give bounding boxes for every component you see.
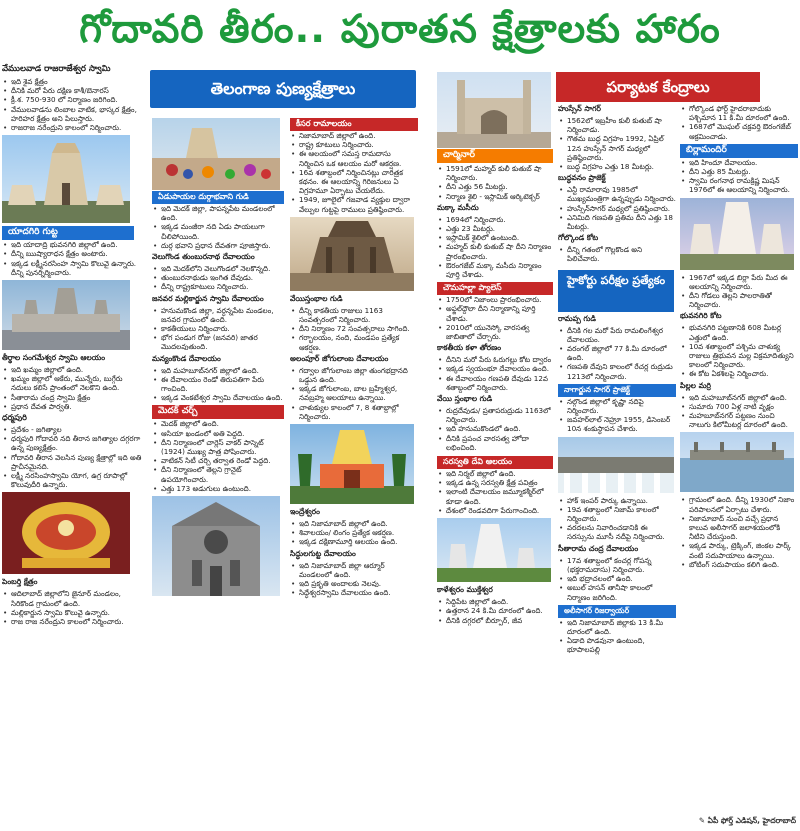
list-item: • గద్వాల జోగులాంబ జిల్లా తుంగభద్రానది ఒడ్డున ఉంది.: [299, 366, 418, 384]
list-manyamkonda: [152, 366, 284, 403]
list-item: • ఇది నిజామాబాద్ జిల్లా ఆర్మూర్ మండలంలో ఉంది.: [299, 561, 418, 579]
highcourt-special-band: [558, 270, 674, 312]
list-edupayala: [152, 204, 284, 250]
title-ramappa: రామప్ప గుడి: [558, 313, 596, 323]
title-siddulagutta: సిద్ధులగుట్ట దేవాలయం: [290, 548, 356, 558]
list-item: • ఇది మహబూబ్‌నగర్ జిల్లాలో ఉంది.: [161, 366, 284, 375]
list-mecca-masjid: [437, 215, 553, 279]
list-item: • ఇది హిందూ దేవాలయం.: [689, 158, 798, 167]
list-item: • హాక్ ఇంపర్ పార్కు ఉన్నాయి.: [567, 496, 676, 505]
list-item: • ఇది ప్రకృతి అందాలకు నెలవు.: [299, 579, 418, 588]
list-item: • ఈ కోట ఏకశిలపై నిర్మించారు.: [689, 369, 798, 378]
right-column-2: [558, 104, 676, 830]
list-item: • మల్లికార్జున స్వామి కొలువై ఉన్నారు.: [11, 608, 142, 617]
list-item: • 19వ శతాబ్దంలో నిజామ్ కాలంలో నిర్మించారు.: [567, 505, 676, 523]
list-chowmahalla: [437, 295, 553, 341]
list-birla-more: [680, 273, 798, 310]
temple-photo-thousand-pillar: [290, 217, 414, 291]
list-item: • రాజ రాజ నరేంద్రుని కాలంలో నిర్మించారు.: [11, 617, 142, 626]
list-item: • ఇది భద్రాచలంలో ఉంది.: [567, 574, 676, 583]
list-indreshwaram: [290, 519, 418, 547]
list-item: • 1687లో మొఘల్ చక్రవర్తి ఔరంగజేబ్ ఆక్రమించాడు.: [689, 122, 798, 140]
list-item: • దీనిని మరో పేరు ఓరుగల్లు కోట ద్వారం: [446, 355, 553, 364]
temple-photo-yadadri: [2, 280, 130, 350]
list-item: • భువనగిరి పట్టణానికి 608 మీటర్ల ఎత్తులో ఉంది.: [689, 323, 798, 341]
list-item: • దీనికి గల మరో పేరు రామలింగేశ్వర దేవాలయం.: [567, 326, 676, 344]
festival-photo-edupayala: [152, 118, 280, 190]
list-item: • చాళుక్యుల కాలంలో 7, 8 శతాబ్దాల్లో నిర్మించారు.: [299, 403, 418, 421]
list-item: • ధర్మపురి గోదావరి నది తీరాన జగిత్యాల దగ్గరగా ఉన్న పుణ్యక్షేత్రం.: [11, 434, 142, 452]
label-birla-mandir: బిర్లామందిర్: [680, 144, 798, 158]
list-item: • హుస్సేన్‌సాగర్ మధ్యలో ప్రతిష్ఠించారు.: [567, 204, 676, 213]
deity-photo-pembarthi: [2, 492, 130, 574]
list-item: • హనుమకొండ జిల్లా, వర్ధన్నపేట మండలం, జనవర గ్రామంలో ఉంది.: [161, 306, 284, 324]
deity-illustration: [2, 492, 130, 574]
list-ramappa: [558, 326, 676, 381]
title-bhuvanagiri: భువనగిరి కోట: [680, 311, 722, 321]
title-buddhavanam: బుద్ధవనం ప్రాజెక్ట్: [558, 173, 606, 183]
list-medak-church: [152, 419, 284, 493]
church-photo-medak: [152, 496, 280, 596]
title-dharmapuri: ధర్మపురి: [2, 413, 27, 423]
title-kaleshwaram: కాళేశ్వరం ముక్తేశ్వర: [437, 585, 493, 595]
list-item: • క్రీ.శ. 750-930 లో నిర్మాణం జరిగింది.: [11, 95, 142, 104]
temple-photo-colorful: [290, 424, 414, 504]
title-alampur: అలంపూర్ జోగులాంబ దేవాలయం: [290, 353, 389, 363]
label-edupayala: ఏడుపాయల దుర్గాభవాని గుడి: [152, 191, 284, 204]
title-hussain-sagar: హుస్సేన్ సాగర్: [558, 104, 601, 113]
list-item: • కాకతీయులు నిర్మించారు.: [161, 324, 284, 333]
list-alisagar: [558, 618, 676, 655]
dam-illustration: [558, 437, 674, 493]
list-item: • దీని ఎత్తు 85 మీటర్లు.: [689, 167, 798, 176]
list-item: • 17వ శతాబ్దంలో కంచర్ల గోపన్న (భక్తరామదాసు) నిర్మించారు.: [567, 556, 676, 574]
title-sangameswara: తీర్థాల సంగమేశ్వర స్వామి ఆలయం: [2, 353, 106, 363]
list-item: • మెదక్ జిల్లాలో ఉంది.: [161, 419, 284, 428]
list-item: • ఇది మెదక్ జిల్లా, పాపన్నపేట మండలంలో ఉంది.: [161, 204, 284, 222]
list-item: • ఇది నిర్మల్ జిల్లాలో ఉంది.: [446, 469, 553, 478]
list-item: • బుద్ధ విగ్రహం ఎత్తు 18 మీటర్లు.: [567, 162, 676, 171]
list-item: • మహ్మద్ కులీ కుతుబ్ షా దీని నిర్మాణం ప్రారంభించారు.: [446, 242, 553, 260]
list-item: • 1591లో మహ్మద్ కులీ కుతుబ్ షా నిర్మించారు.: [446, 164, 553, 182]
list-item: • నల్గొండ జిల్లాలో కృష్ణా నదిపై నిర్మించారు.: [567, 397, 676, 415]
mid-column-2: [290, 118, 418, 830]
list-item: • స్వామి రంగనాథ రామక్రిష్ణ మిషన్ 1976లో ఈ ఆలయాన్ని నిర్మించారు.: [689, 176, 798, 194]
label-saraswati: సరస్వతి దేవి ఆలయం: [437, 456, 553, 469]
list-item: • నిజామాబాద్ నుంచి వచ్చే ప్రధాన కాలువ అలీసాగర్ జలాశయంలోకి నీటిని చేరుస్తుంది.: [689, 514, 798, 542]
title-veyi-sthambhala: వేయి స్తంభాల గుడి: [437, 394, 493, 404]
list-velugonda: [152, 264, 284, 292]
list-item: • అబుల్ హసన్ తానీషా కాలంలో నిర్మాణం జరిగింది.: [567, 583, 676, 601]
list-item: • బోటింగ్ సదుపాయం కలిగి ఉంది.: [689, 560, 798, 569]
list-golconda: [558, 245, 676, 263]
list-item: • గౌతమ బుద్ధ విగ్రహం 1992, ఏప్రిల్ 12న హుస్సేన్ సాగర్ మధ్యలో ప్రతిష్ఠించారు.: [567, 134, 676, 162]
highcourt-special-title: హైకోర్టు పరీక్షల ప్రత్యేకం: [566, 273, 666, 287]
label-alisagar: అలీసాగర్ రిజర్వాయర్: [558, 605, 676, 618]
list-item: • దీని గోడలు తెల్లని పాలరాతితో నిర్మించారు.: [689, 291, 798, 309]
list-item: • దీన్ని కాకతీయ రాజులు 1163 సంవత్సరంలో నిర్మించారు.: [299, 306, 418, 324]
list-item: • ఇది యాదాద్రి భువనగిరి జిల్లాలో ఉంది.: [11, 240, 142, 249]
list-item: • ఔరంగజేబ్ మక్కా మసీదు నిర్మాణం పూర్తి చేశాడు.: [446, 261, 553, 279]
list-item: • ఇక్కడ దక్షిణామూర్తి ఆలయం ఉంది.: [299, 537, 418, 546]
list-item: • 1562లో ఇబ్రహీం కులీ కుతుబ్ షా నిర్మించాడు.: [567, 116, 676, 134]
list-alisagar-more: [680, 495, 798, 569]
label-charminar: చార్మినార్: [437, 149, 553, 163]
list-item: • దీని ఎత్తు 56 మీటర్లు.: [446, 182, 553, 191]
list-item: • ఇక్కడ జోగులాంబ, బాల బ్రహ్మేశ్వర, నవబ్రహ్మ ఆలయాలు ఉన్నాయి.: [299, 384, 418, 402]
list-item: • 1750లో నిజాంలు ప్రారంభించారు.: [446, 295, 553, 304]
list-item: • ఎత్తు 23 మీటర్లు.: [446, 224, 553, 233]
list-item: • ఇది నిజామాబాద్ జిల్లాకు 13 కి.మీ దూరంలో ఉంది.: [567, 618, 676, 636]
title-indreshwaram: ఇంద్రేశ్వరం: [290, 507, 320, 517]
list-item: • సిద్దిపేట జిల్లాలో ఉంది.: [446, 597, 553, 606]
list-item: • ఇది ఖమ్మం జిల్లాలో ఉంది.: [11, 365, 142, 374]
title-pillalamarri: పిల్లల మర్రి: [680, 380, 711, 390]
title-vemulawada: వేములవాడ రాజరాజేశ్వర స్వామి: [2, 64, 111, 74]
page-headline: గోదావరి తీరం.. పురాతన క్షేత్రాలకు హారం: [79, 7, 721, 52]
list-item: • ఇస్లామిక్ శైలిలో ఉంటుంది.: [446, 233, 553, 242]
list-item: • దుర్గ భవాని ప్రధాన దేవతగా పూజిస్తారు.: [161, 241, 284, 250]
list-item: • ఎత్తు 173 అడుగులు ఉంటుంది.: [161, 484, 284, 493]
list-item: • ఇది హనుమకొండలో ఉంది.: [446, 424, 553, 433]
list-item: • ఇక్కడ స్వయంభూ దేవాలయం ఉంది.: [446, 364, 553, 373]
colorful-temple-illustration: [290, 424, 414, 504]
list-alampur: [290, 366, 418, 421]
title-kakatiya-thoranam: కాకతీయ కళా తోరణం: [437, 343, 502, 353]
list-nagarjuna-sagar: [558, 397, 676, 434]
list-janavara: [152, 306, 284, 352]
list-item: • ఇది శైవ క్షేత్రం: [11, 77, 142, 86]
list-item: • వరదలను నివారించడానికి ఈ సరస్సును మూసీ నదీపై నిర్మించారు.: [567, 523, 676, 541]
reservoir-photo-alisagar: [680, 432, 794, 492]
list-item: • రాజరాజ నరేంద్రుని కాలంలో నిర్మించారు.: [11, 123, 142, 132]
label-medak-church: మెదక్ చర్చ్: [152, 405, 284, 419]
list-item: • వాటికన్ సిటీ చర్చి తర్వాత రెండో పెద్దది.: [161, 456, 284, 465]
list-item: • జవహర్‌లాల్ నెహ్రూ 1955, డిసెంబర్ 10న శంకుస్థాపన చేశారు.: [567, 415, 676, 433]
mid-column-1: [152, 118, 284, 830]
list-pillalamarri: [680, 393, 798, 430]
list-item: • 16వ శతాబ్దంలో నిర్మించినట్లు చారిత్రక కథనం. ఈ ఆలయాన్ని గిరిజనులు ఏ విగ్రహమూ ఏర్పాటు చేయలేదు.: [299, 168, 418, 196]
list-item: • నిర్మాణ శైలి - ఇస్లామిక్ ఆర్కిటెక్చర్: [446, 192, 553, 201]
list-item: • ఈ దేవాలయం గణపతి దేవుడు 12వ శతాబ్దంలో నిర్మించారు.: [446, 374, 553, 392]
right-column-3: [680, 104, 798, 830]
list-item: • దీనికి దగ్గరలో బీర్పూర్, జీవ: [446, 616, 553, 625]
list-item: • ఇక్కడ వెంకటేశ్వర స్వామి దేవాలయం ఉంది.: [161, 393, 284, 402]
list-item: • 10వ శతాబ్దంలో పశ్చిమ చాళుక్య రాజులు త్రిభువన మల్ల విక్రమాదిత్యుని కాలంలో నిర్మించారు.: [689, 342, 798, 370]
title-mecca-masjid: మక్కా మసీదు: [437, 202, 479, 212]
list-kakatiya-thoranam: [437, 355, 553, 392]
list-sangameswara: [2, 365, 142, 411]
list-thousand-pillar: [290, 306, 418, 352]
list-veyi-sthambhala: [437, 406, 553, 452]
list-item: • ఈ ఆలయంలో సమస్త రామదాసు నిర్మించిన ఒక ఆలయం మరో ఆకర్షణ.: [299, 149, 418, 167]
list-item: • రుద్రదేవుడు/ ప్రతాపరుద్రుడు 1163లో నిర్మించారు.: [446, 406, 553, 424]
label-chowmahalla: చౌమహల్లా ప్యాలెస్: [437, 282, 553, 295]
label-nagarjuna-sagar: నాగార్జున సాగర్ ప్రాజెక్ట్: [558, 384, 676, 397]
list-item: • ఇక్కడ లక్ష్మీనరసింహ స్వామి కొలువై ఉన్నారు. దీన్ని పునర్నిర్మించారు.: [11, 259, 142, 277]
list-item: • 1949, జూలైలో గజవాడ వ్యక్తుల ద్వారా వేల్పుల గుట్టపై రాములు ప్రతిష్ఠించారు.: [299, 195, 418, 213]
list-item: • ఎనిమిది గణపతి ప్రతిమ దీని ఎత్తు 18 మీటర్లు.: [567, 213, 676, 231]
list-item: • శివాలయం/ లింగం ప్రత్యేక ఆకర్షణ.: [299, 528, 418, 537]
list-item: • నిజామాబాద్ జిల్లాలో ఉంది.: [299, 131, 418, 140]
list-item: • ఖమ్మం జిల్లాలో ఆకేరు, మున్నేరు, బుగ్గేరు నదులు కలిసే ప్రాంతంలో నెలకొని ఉంది.: [11, 374, 142, 392]
right-column-1: [437, 72, 553, 830]
list-vemulawada: [2, 77, 142, 132]
monument-photo-charminar: [437, 72, 551, 148]
list-item: • గణపతి దేవుని కాలంలో రేచర్ల రుద్రుడు 1213లో నిర్మించారు.: [567, 362, 676, 380]
title-velugonda: వెలుగొండ తుంబురనాథ దేవాలయం: [152, 252, 255, 262]
list-item: • గర్భాలయం, నంది, మండపం ప్రత్యేక ఆకర్షణ.: [299, 333, 418, 351]
crowd-illustration: [152, 118, 280, 190]
list-item: • ఏడాది పొడవునా ఉంటుంది, భూపాలపల్లి: [567, 636, 676, 654]
list-dharmapuri: [2, 425, 142, 489]
list-item: • దీని నిర్మాణంలో చార్లెస్ వాకర్ పాస్నెట్ (1924) ముఖ్య పాత్ర పోషించారు.: [161, 438, 284, 456]
list-item: • భోగ పండుగ రోజు (జనవరి) జాతర మొదలవుతుంది.: [161, 333, 284, 351]
list-item: • ఇలాంటి దేవాలయం జమ్మూకశ్మీర్‌లో కూడా ఉంది.: [446, 487, 553, 505]
list-seetharama: [558, 556, 676, 602]
byline: ✎ ఏపీ ఫోర్త్ ఎడిషన్, హైదరాబాద్: [698, 816, 796, 825]
title-seetharama: సీతారామ చంద్ర దేవాలయం: [558, 543, 639, 553]
stone-temple-illustration: [290, 217, 414, 291]
list-item: • ఇక్కడ మంజీరా నది ఏడు పాయలుగా చీలిపోయింది.: [161, 222, 284, 240]
list-item: • లక్ష్మీ నరసింహస్వామి యోగ, ఉగ్ర రూపాల్లో కొలువుదీరి ఉన్నారు.: [11, 471, 142, 489]
list-item: • గ్రామంలో ఉంది. దీన్ని 1930లో నిజాం పరిపాలనలో ఏర్పాటు చేశారు.: [689, 495, 798, 513]
list-item: • సుమారు 700 ఏళ్ల నాటి వృక్షం: [689, 402, 798, 411]
list-hyderabad-lake: [558, 496, 676, 542]
list-siddulagutta: [290, 561, 418, 598]
list-kaleshwaram: [437, 597, 553, 625]
birla-temple-illustration: [680, 198, 794, 270]
list-item: • ఇది మహబూబ్‌నగర్ జిల్లాలో ఉంది.: [689, 393, 798, 402]
list-item: • అఫ్జల్‌ద్దౌలా దీని నిర్మాణాన్ని పూర్తి చేశాడు.: [446, 304, 553, 322]
list-item: • ఉత్తరాన 24 కి.మీ దూరంలో ఉంది.: [446, 606, 553, 615]
list-item: • ప్రదేశం - జగిత్యాల: [11, 425, 142, 434]
white-temple-illustration: [437, 518, 551, 582]
dam-photo-nagarjuna: [558, 437, 674, 493]
title-pembarthi: పెంబర్తి క్షేత్రం: [2, 577, 38, 587]
list-charminar: [437, 164, 553, 201]
label-yadagirigutta: యాదగిరి గుట్ట: [2, 226, 134, 240]
list-item: • వేములవాడను లింబాల వాటిక, భాస్కర క్షేత్రం, హరిహర క్షేత్రం అని పిలుస్తారు.: [11, 105, 142, 123]
list-item: • గోదావరి తీరాన వెలసిన పుణ్య క్షేత్రాల్లో ఇది అతి ప్రాచీనమైనది.: [11, 453, 142, 471]
list-golconda-fort: [680, 104, 798, 141]
list-item: • 1967లో ఇక్కడ బిర్లా పేరు మీద ఈ ఆలయాన్ని నిర్మించారు.: [689, 273, 798, 291]
list-item: • ఎన్టీ రామారావు 1985లో ముఖ్యమంత్రిగా ఉన్నప్పుడు నిర్మించారు.: [567, 185, 676, 203]
temple-photo-vemulawada: [2, 135, 130, 223]
charminar-illustration: [437, 72, 551, 148]
list-hussain-sagar: [558, 116, 676, 171]
list-item: • వరంగల్ జిల్లాలో 77 కి.మీ దూరంలో ఉంది.: [567, 344, 676, 362]
temple-photo-kaleshwaram: [437, 518, 551, 582]
label-keesara: కీసర రామాలయం: [290, 118, 418, 131]
list-keesara: [290, 131, 418, 214]
list-pembarthi: [2, 589, 142, 626]
church-illustration: [152, 496, 280, 596]
list-item: • దీన్ని రాష్ట్రకూటులు నిర్మించారు.: [161, 282, 284, 291]
list-item: • ఆసియా ఖండంలో అతి పెద్దది.: [161, 429, 284, 438]
list-item: • దీన్ని గతంలో గొల్లకొండ అని పిలిచేవారు.: [567, 245, 676, 263]
section-band-telangana: [150, 70, 416, 108]
list-item: • ఇక్కడ పార్కు, ట్రెక్కింగ్, జింకల పార్క్ వంటి సదుపాయాలు ఉన్నాయి.: [689, 541, 798, 559]
title-golconda: గోల్కొండ కోట: [558, 233, 599, 243]
list-item: • గోల్కొండ ఫోర్ట్ హైదరాబాదుకు పశ్చిమాన 11 కి.మీ దూరంలో ఉంది.: [689, 104, 798, 122]
list-yadagirigutta: [2, 240, 142, 277]
temple-complex-illustration: [2, 280, 130, 350]
list-birla-mandir: [680, 158, 798, 195]
list-item: • దీని నిర్మాణంలో తెల్లని గ్రానైట్ ఉపయోగించారు.: [161, 465, 284, 483]
list-item: • దీన్ని ఋష్యారాధన క్షేత్రం అంటారు.: [11, 249, 142, 258]
list-item: • ఇక్కడ ఉన్న సరస్వతి క్షేత్ర పవిత్రం: [446, 478, 553, 487]
list-item: • 1694లో నిర్మించారు.: [446, 215, 553, 224]
list-item: • ఈ దేవాలయం రెండో తిరుపతిగా పేరు గాంచింది.: [161, 375, 284, 393]
temple-gopuram-illustration: [2, 135, 130, 223]
list-item: • దీనికి మరో పేరు దక్షిణ కాశీ/బెనారస్: [11, 86, 142, 95]
list-item: • దీని నిర్మాణం 72 సంవత్సరాలు సాగింది.: [299, 324, 418, 333]
list-item: • ఇది నిజామాబాద్ జిల్లాలో ఉంది.: [299, 519, 418, 528]
list-item: • సిద్ధేశ్వరస్వామి దేవాలయం ఉంది.: [299, 588, 418, 597]
list-item: • తుంబురనాథుడు ఇంగిత దేవుడు.: [161, 273, 284, 282]
list-item: • సీతారామ చంద్ర స్వామి క్షేత్రం: [11, 393, 142, 402]
title-thousand-pillar: వేయిస్తంభాల గుడి: [290, 293, 343, 303]
list-buddhavanam: [558, 185, 676, 231]
title-janavara: జనవర మల్లికార్జున స్వామి దేవాలయం: [152, 293, 264, 303]
reservoir-illustration: [680, 432, 794, 492]
list-item: • దీనికి ప్రపంచ వారసత్వ హోదా లభించింది.: [446, 434, 553, 452]
list-item: • దేశంలో రెండవదిగా పేరుగాంచింది.: [446, 506, 553, 515]
section-band-title: తెలంగాణ పుణ్యక్షేత్రాలు: [210, 79, 356, 98]
list-bhuvanagiri: [680, 323, 798, 378]
list-item: • 2010లో యునెస్కో వారసత్వ జాబితాలో చేర్చారు.: [446, 323, 553, 341]
temple-photo-birla: [680, 198, 794, 270]
list-saraswati: [437, 469, 553, 515]
list-item: • ఇది మెదక్‌లోని వెలుగొండలో నెలకొన్నది.: [161, 264, 284, 273]
title-manyamkonda: మన్యంకొండ దేవాలయం: [152, 353, 221, 363]
left-column: [2, 62, 142, 830]
list-item: • రాష్ట్ర కూటులు నిర్మించారు.: [299, 140, 418, 149]
section-head-tourism: పర్యాటక కేంద్రాలు: [556, 72, 760, 102]
list-item: • ఆదిలాబాద్ జిల్లాలోని జైనూర్ మండలం, సిరికొండ గ్రామంలో ఉంది.: [11, 589, 142, 607]
list-item: • ప్రధాన దేవత పార్వతి.: [11, 402, 142, 411]
list-item: • మహబూబ్‌నగర్ పట్టణం నుంచి నాలుగు కిలోమీటర్ల దూరంలో ఉంది.: [689, 411, 798, 429]
